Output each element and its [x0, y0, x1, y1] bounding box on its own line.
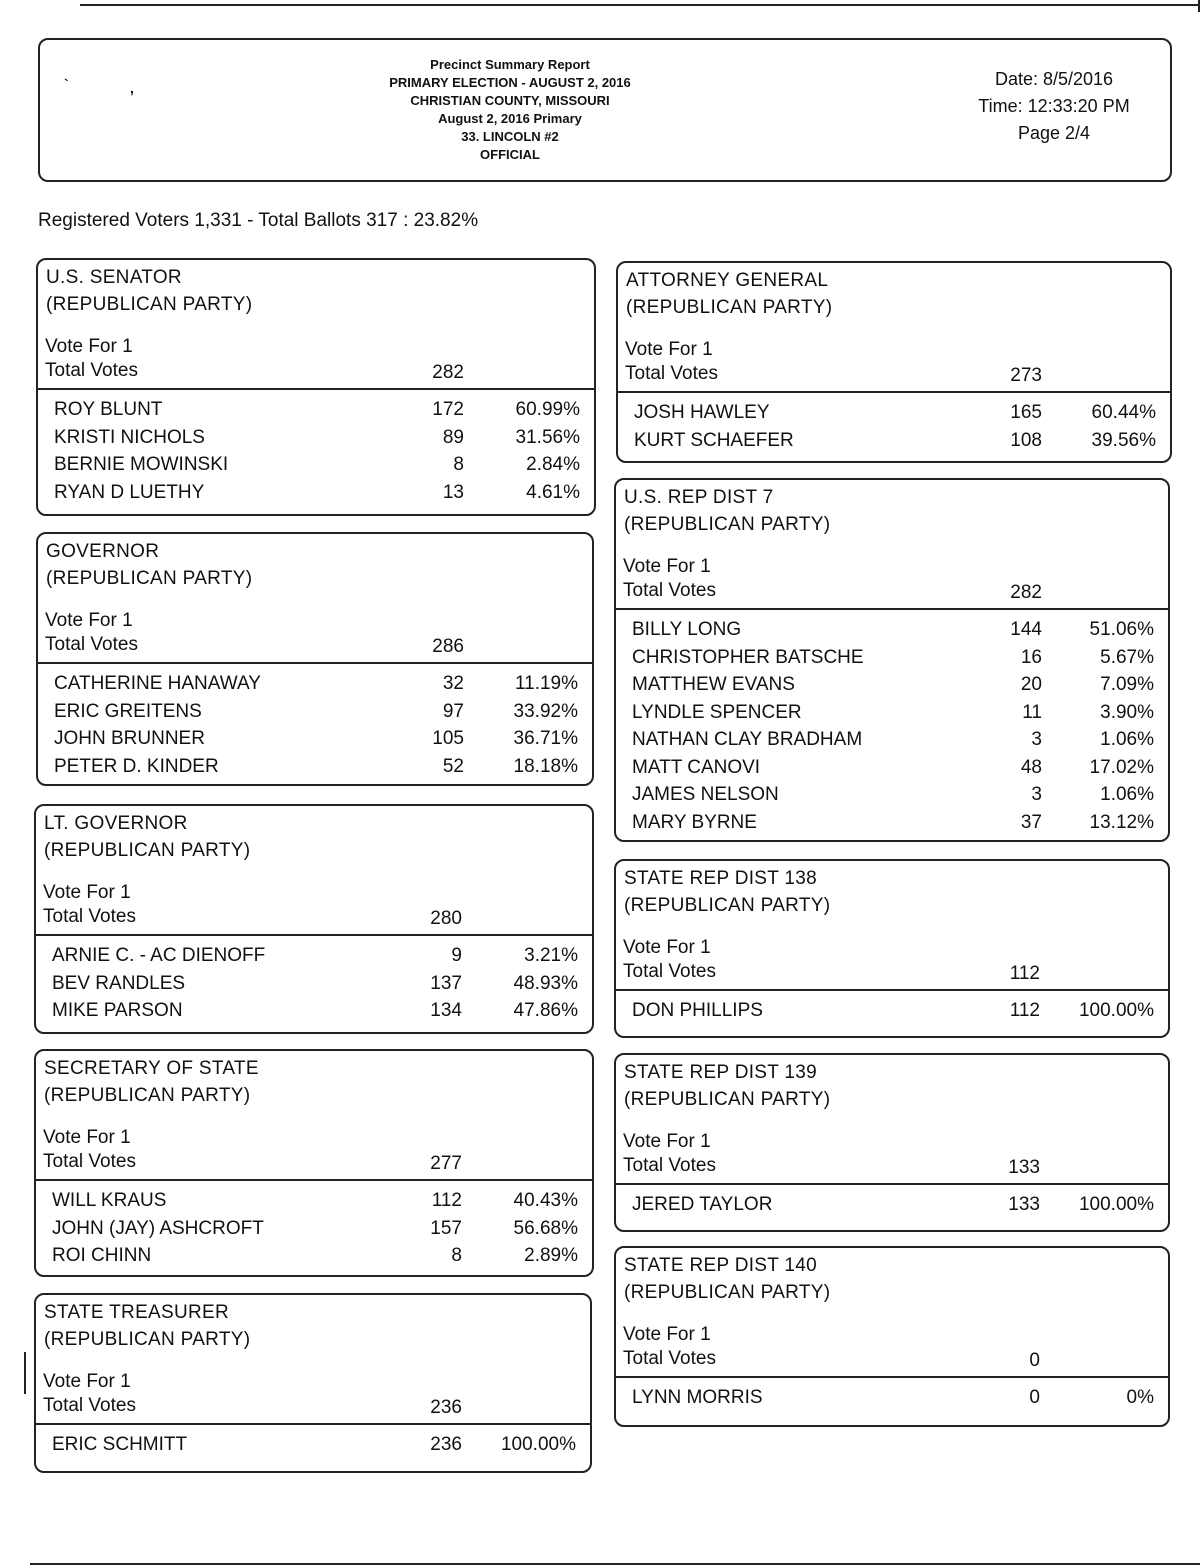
candidate-row [616, 781, 1168, 809]
candidate-votes: 157 [430, 1217, 462, 1239]
total-votes-value: 286 [432, 636, 464, 657]
candidate-row [616, 671, 1168, 699]
candidate-name: MATT CANOVI [632, 756, 761, 778]
total-votes-label: Total Votes [43, 1151, 136, 1172]
candidate-row [38, 670, 592, 698]
race-party: (REPUBLICAN PARTY) [46, 294, 253, 315]
total-votes-value: 277 [430, 1153, 462, 1174]
candidate-votes: 108 [1010, 429, 1042, 451]
race-divider [36, 1179, 592, 1181]
race-title: GOVERNOR [46, 541, 160, 562]
candidate-row [618, 427, 1170, 455]
report-meta [944, 66, 1164, 147]
candidate-percent: 3.90% [1100, 701, 1154, 723]
total-votes-label: Total Votes [625, 363, 718, 384]
candidate-row [616, 809, 1168, 837]
candidate-name: JOHN (JAY) ASHCROFT [52, 1217, 264, 1239]
candidate-votes: 9 [451, 945, 462, 966]
candidate-name: ERIC GREITENS [54, 700, 202, 722]
candidate-votes: 172 [432, 399, 464, 420]
candidate-percent: 47.86% [513, 1000, 578, 1021]
race-secretary-of-state [34, 1049, 594, 1277]
candidate-votes: 32 [442, 673, 464, 694]
bottom-rule [30, 1563, 1200, 1565]
total-votes-value: 280 [430, 908, 462, 929]
total-votes-label: Total Votes [623, 1155, 716, 1176]
candidate-percent: 40.43% [513, 1190, 578, 1211]
candidate-name: DON PHILLIPS [632, 1000, 763, 1021]
race-title-block [44, 810, 250, 864]
total-votes-value: 133 [1008, 1157, 1040, 1178]
candidate-percent: 100.00% [1078, 1000, 1154, 1021]
report-title-block [290, 56, 730, 164]
race-state-rep-dist-138 [614, 859, 1170, 1038]
race-divider [616, 989, 1168, 991]
candidate-row [36, 1431, 590, 1459]
candidate-percent: 36.71% [513, 728, 578, 749]
candidate-name: BILLY LONG [632, 619, 742, 640]
candidate-name: MARY BYRNE [632, 811, 757, 833]
race-party: (REPUBLICAN PARTY) [44, 840, 251, 861]
race-us-senator [36, 258, 596, 516]
race-title-block [44, 1299, 250, 1353]
race-title-block [624, 484, 830, 538]
candidate-votes: 89 [442, 426, 464, 448]
candidate-name: JOHN BRUNNER [54, 728, 205, 749]
race-divider [38, 388, 594, 390]
candidate-name: JAMES NELSON [632, 784, 779, 805]
candidate-name: ERIC SCHMITT [52, 1434, 188, 1455]
candidate-list [36, 942, 592, 1025]
race-title-block [624, 1059, 830, 1113]
candidate-list [38, 396, 594, 506]
candidate-percent: 60.44% [1091, 402, 1156, 423]
total-votes-value: 112 [1009, 963, 1040, 984]
race-title: SECRETARY OF STATE [44, 1058, 259, 1079]
candidate-percent: 100.00% [500, 1434, 576, 1455]
candidate-name: WILL KRAUS [52, 1190, 167, 1211]
race-state-rep-dist-139 [614, 1053, 1170, 1232]
candidate-votes: 165 [1010, 402, 1042, 423]
race-us-rep-dist-7 [614, 478, 1170, 842]
top-rule [80, 4, 1200, 6]
race-lt-governor [34, 804, 594, 1034]
candidate-row [36, 942, 592, 970]
candidate-row [38, 753, 592, 781]
total-votes-label: Total Votes [623, 961, 716, 982]
candidate-row [36, 1187, 592, 1215]
candidate-votes: 134 [430, 1000, 462, 1021]
candidate-list [36, 1431, 590, 1459]
candidate-row [38, 725, 592, 753]
race-title: LT. GOVERNOR [44, 813, 188, 834]
candidate-votes: 137 [430, 972, 462, 994]
total-votes-value: 236 [430, 1397, 462, 1418]
candidate-percent: 2.84% [526, 454, 580, 475]
race-party: (REPUBLICAN PARTY) [624, 1282, 831, 1303]
race-attorney-general [616, 261, 1172, 463]
report-time: Time: 12:33:20 PM [978, 96, 1130, 116]
candidate-votes: 236 [430, 1434, 462, 1455]
candidate-percent: 48.93% [513, 972, 578, 994]
candidate-row [616, 699, 1168, 727]
candidate-row [616, 726, 1168, 754]
race-party: (REPUBLICAN PARTY) [44, 1085, 251, 1106]
candidate-name: BEV RANDLES [52, 972, 186, 994]
candidate-votes: 3 [1031, 729, 1042, 750]
race-party: (REPUBLICAN PARTY) [626, 297, 833, 318]
candidate-votes: 133 [1008, 1194, 1040, 1215]
race-title: STATE TREASURER [44, 1302, 230, 1323]
vote-for-label: Vote For 1 [623, 937, 711, 958]
margin-mark [24, 1352, 26, 1394]
candidate-list [616, 1384, 1168, 1412]
candidate-percent: 39.56% [1091, 429, 1156, 451]
candidate-row [36, 997, 592, 1025]
race-party: (REPUBLICAN PARTY) [44, 1329, 251, 1350]
candidate-votes: 144 [1010, 619, 1042, 640]
candidate-name: ROY BLUNT [54, 399, 163, 420]
race-title-block [46, 538, 252, 592]
report-date: Date: 8/5/2016 [994, 69, 1114, 89]
candidate-name: CATHERINE HANAWAY [54, 673, 261, 694]
race-party: (REPUBLICAN PARTY) [46, 568, 253, 589]
candidate-percent: 3.21% [524, 945, 578, 966]
candidate-votes: 52 [442, 755, 464, 777]
candidate-list [618, 399, 1170, 454]
candidate-percent: 7.09% [1100, 674, 1154, 695]
precinct-name: 33. LINCOLN #2 [461, 129, 559, 144]
vote-for-label: Vote For 1 [623, 556, 711, 577]
county-name: CHRISTIAN COUNTY, MISSOURI [410, 93, 610, 108]
candidate-row [616, 997, 1168, 1025]
total-votes-value: 273 [1010, 365, 1042, 386]
race-title: ATTORNEY GENERAL [626, 270, 829, 291]
candidate-percent: 4.61% [526, 481, 580, 503]
candidate-name: CHRISTOPHER BATSCHE [632, 646, 864, 668]
candidate-votes: 112 [431, 1190, 462, 1211]
candidate-list [36, 1187, 592, 1270]
vote-for-label: Vote For 1 [623, 1324, 711, 1345]
vote-for-label: Vote For 1 [45, 610, 133, 631]
candidate-row [38, 698, 592, 726]
total-votes-label: Total Votes [45, 634, 138, 655]
candidate-list [616, 997, 1168, 1025]
vote-for-label: Vote For 1 [625, 339, 713, 360]
candidate-percent: 5.67% [1100, 646, 1154, 668]
candidate-row [616, 1384, 1168, 1412]
candidate-votes: 0 [1029, 1387, 1040, 1408]
total-votes-label: Total Votes [43, 906, 136, 927]
candidate-percent: 33.92% [513, 700, 578, 722]
race-title-block [46, 264, 252, 318]
candidate-votes: 13 [442, 481, 464, 503]
candidate-percent: 11.19% [514, 673, 578, 694]
race-title: U.S. REP DIST 7 [624, 487, 774, 508]
candidate-percent: 1.06% [1100, 729, 1154, 750]
race-divider [618, 391, 1170, 393]
candidate-row [36, 1242, 592, 1270]
total-votes-label: Total Votes [623, 580, 716, 601]
candidate-row [36, 1215, 592, 1243]
candidate-row [38, 424, 594, 452]
race-divider [616, 1376, 1168, 1378]
candidate-percent: 56.68% [513, 1217, 578, 1239]
candidate-row [38, 479, 594, 507]
race-state-treasurer [34, 1293, 592, 1473]
candidate-votes: 97 [442, 700, 464, 722]
race-party: (REPUBLICAN PARTY) [624, 514, 831, 535]
candidate-votes: 16 [1020, 646, 1042, 668]
candidate-votes: 3 [1031, 784, 1042, 805]
candidate-percent: 17.02% [1089, 756, 1154, 778]
total-votes-value: 0 [1029, 1350, 1040, 1371]
candidate-name: PETER D. KINDER [54, 755, 219, 777]
candidate-name: ROI CHINN [52, 1245, 152, 1266]
candidate-percent: 0% [1126, 1387, 1154, 1408]
candidate-row [616, 754, 1168, 782]
candidate-list [38, 670, 592, 780]
page-number: Page 2/4 [1017, 123, 1091, 143]
candidate-list [616, 616, 1168, 836]
candidate-row [618, 399, 1170, 427]
report-title: Precinct Summary Report [430, 57, 590, 72]
candidate-row [616, 1191, 1168, 1219]
report-header [38, 38, 1172, 182]
candidate-percent: 100.00% [1078, 1194, 1154, 1215]
race-party: (REPUBLICAN PARTY) [624, 895, 831, 916]
total-votes-label: Total Votes [45, 360, 138, 381]
race-divider [36, 934, 592, 936]
race-state-rep-dist-140 [614, 1246, 1170, 1427]
candidate-row [616, 616, 1168, 644]
race-title-block [624, 1252, 830, 1306]
vote-for-label: Vote For 1 [43, 882, 131, 903]
candidate-name: MATTHEW EVANS [632, 674, 795, 695]
candidate-percent: 18.18% [513, 755, 578, 777]
race-title-block [44, 1055, 259, 1109]
candidate-name: LYNN MORRIS [632, 1387, 763, 1408]
candidate-name: BERNIE MOWINSKI [54, 454, 229, 475]
official-label: OFFICIAL [480, 147, 540, 162]
candidate-votes: 112 [1009, 1000, 1040, 1021]
vote-for-label: Vote For 1 [623, 1131, 711, 1152]
vote-for-label: Vote For 1 [43, 1371, 131, 1392]
race-party: (REPUBLICAN PARTY) [624, 1089, 831, 1110]
vote-for-label: Vote For 1 [45, 336, 133, 357]
scan-mark: , [130, 80, 134, 96]
race-title-block [626, 267, 832, 321]
candidate-row [38, 451, 594, 479]
candidate-votes: 8 [451, 1245, 462, 1266]
candidate-name: MIKE PARSON [52, 1000, 183, 1021]
candidate-row [616, 644, 1168, 672]
candidate-percent: 60.99% [515, 399, 580, 420]
candidate-name: JOSH HAWLEY [634, 402, 770, 423]
election-date: August 2, 2016 Primary [438, 111, 582, 126]
vote-for-label: Vote For 1 [43, 1127, 131, 1148]
race-divider [38, 662, 592, 664]
candidate-list [616, 1191, 1168, 1219]
race-divider [36, 1423, 590, 1425]
scan-mark: ` [64, 76, 69, 92]
candidate-votes: 11 [1022, 701, 1042, 723]
election-name: PRIMARY ELECTION - AUGUST 2, 2016 [389, 75, 631, 90]
candidate-name: KRISTI NICHOLS [54, 426, 205, 448]
candidate-percent: 51.06% [1089, 619, 1154, 640]
total-votes-value: 282 [432, 362, 464, 383]
race-divider [616, 1183, 1168, 1185]
candidate-votes: 105 [432, 728, 464, 749]
candidate-name: JERED TAYLOR [632, 1194, 773, 1215]
total-votes-label: Total Votes [623, 1348, 716, 1369]
total-votes-value: 282 [1010, 582, 1042, 603]
registration-summary: Registered Voters 1,331 - Total Ballots 317 : 23.82% [38, 210, 479, 231]
candidate-votes: 20 [1020, 674, 1042, 695]
total-votes-label: Total Votes [43, 1395, 136, 1416]
candidate-row [38, 396, 594, 424]
candidate-name: KURT SCHAEFER [634, 429, 794, 451]
candidate-percent: 1.06% [1100, 784, 1154, 805]
candidate-name: LYNDLE SPENCER [632, 701, 802, 723]
candidate-percent: 13.12% [1089, 811, 1154, 833]
race-title-block [624, 865, 830, 919]
race-title: STATE REP DIST 140 [624, 1255, 818, 1276]
race-title: U.S. SENATOR [46, 267, 182, 288]
race-title: STATE REP DIST 138 [624, 868, 818, 889]
race-title: STATE REP DIST 139 [624, 1062, 818, 1083]
candidate-votes: 8 [453, 454, 464, 475]
race-governor [36, 532, 594, 786]
candidate-row [36, 970, 592, 998]
candidate-percent: 31.56% [515, 426, 580, 448]
candidate-votes: 48 [1020, 756, 1042, 778]
candidate-name: ARNIE C. - AC DIENOFF [52, 945, 266, 966]
candidate-name: NATHAN CLAY BRADHAM [632, 729, 863, 750]
race-divider [616, 608, 1168, 610]
candidate-percent: 2.89% [524, 1245, 578, 1266]
candidate-name: RYAN D LUETHY [54, 481, 205, 503]
candidate-votes: 37 [1020, 811, 1042, 833]
